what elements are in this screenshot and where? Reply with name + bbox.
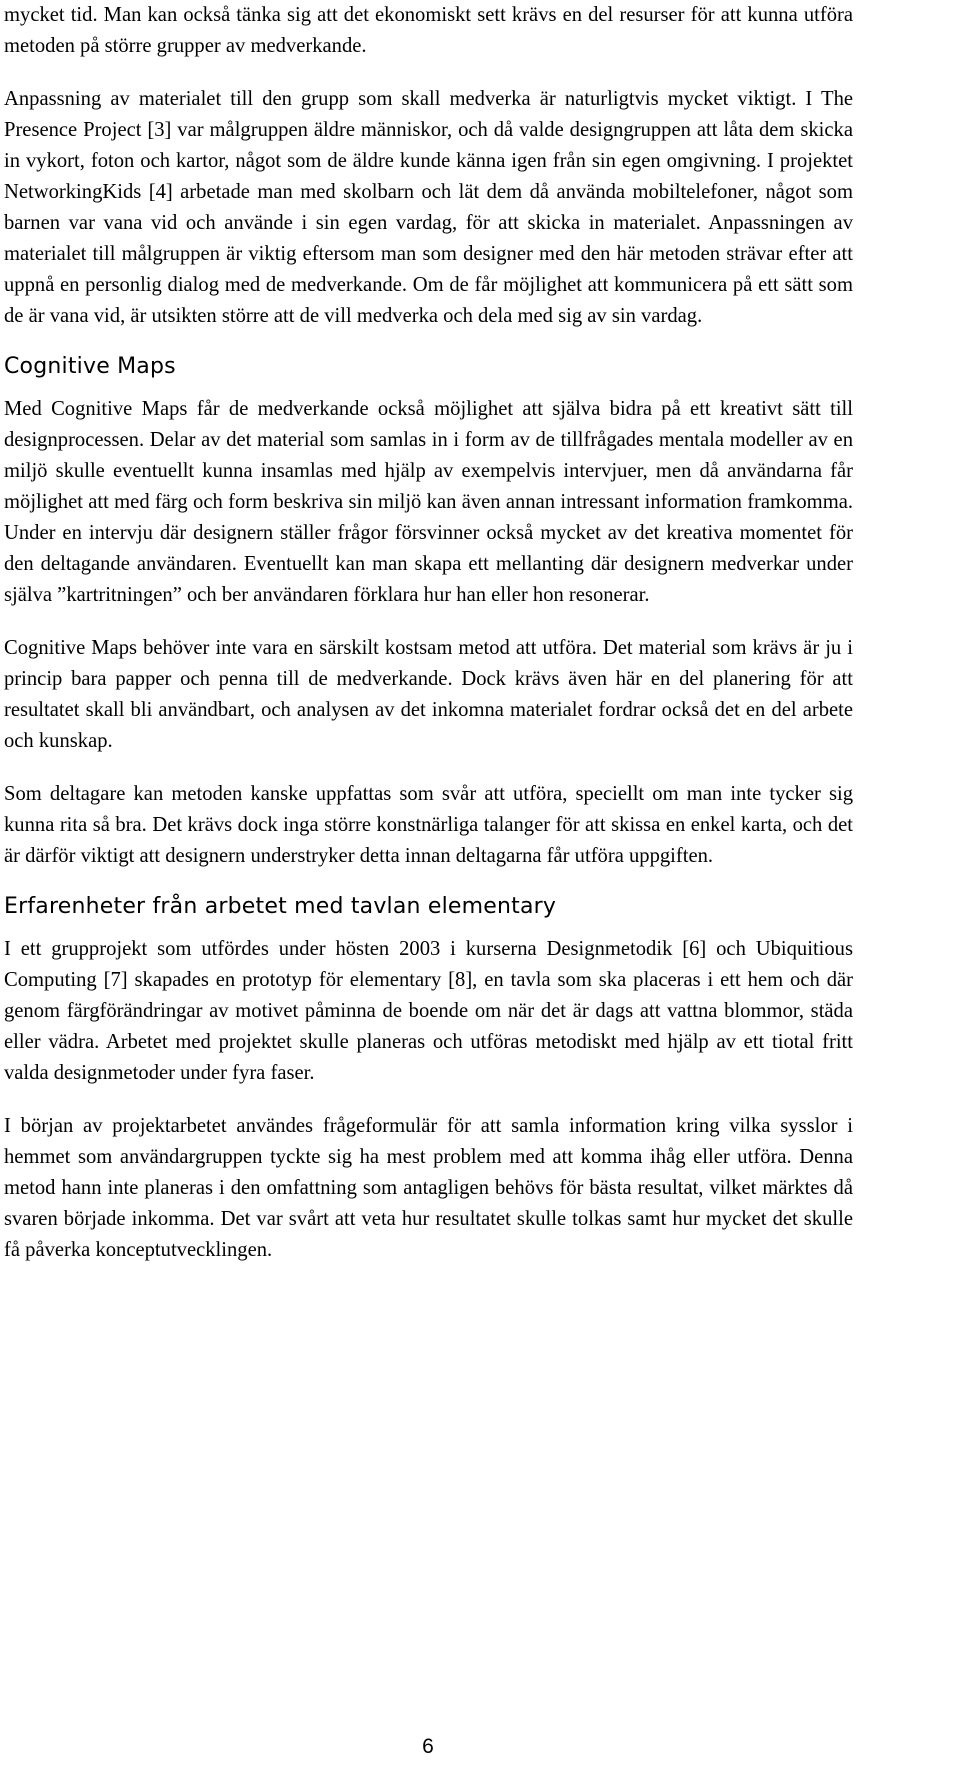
body-paragraph: Med Cognitive Maps får de medverkande också möjlighet att själva bidra på ett kreativt sätt till designprocessen. Delar av det material som samlas in i form av de tillfrågades mentala modeller av en miljö skulle eventuellt kunna insamlas med hjälp av exempelvis intervjuer, men då användarna får möjlighet att med färg och form beskriva sin miljö kan även annan intressant information framkomma. Under en intervju där designern ställer frågor försvinner också mycket av det kreativa momentet för den deltagande användaren. Eventuellt kan man skapa ett mellanting där designern medverkar under själva ”kartritningen” och ber användaren förklara hur han eller hon resonerar.	[4, 398, 853, 606]
body-paragraph: Som deltagare kan metoden kanske uppfattas som svår att utföra, speciellt om man inte tycker sig kunna rita så bra. Det krävs dock inga större konstnärliga talanger för att skissa en enkel karta, och det är därför viktigt att designern understryker detta innan deltagarna får utföra uppgiften.	[4, 783, 853, 867]
page-number: 6	[422, 1735, 434, 1758]
body-paragraph: I ett grupprojekt som utfördes under hösten 2003 i kurserna Designmetodik [6] och Ubiquitious Computing [7] skapades en prototyp för elementary [8], en tavla som ska placeras i ett hem och där genom färgförändringar av motivet påminna de boende om när det är dags att vattna blommor, städa eller vädra. Arbetet med projektet skulle planeras och utföras metodiskt med hjälp av ett tiotal fritt valda designmetoder under fyra faser.	[4, 938, 853, 1084]
body-paragraph: mycket tid. Man kan också tänka sig att det ekonomiskt sett krävs en del resurser för att kunna utföra metoden på större grupper av medverkande.	[4, 4, 853, 57]
body-paragraph: Anpassning av materialet till den grupp som skall medverka är naturligtvis mycket viktigt. I The Presence Project [3] var målgruppen äldre människor, och då valde designgruppen att låta dem skicka in vykort, foton och kartor, något som de äldre kunde känna igen från sin egen omgivning. I projektet NetworkingKids [4] arbetade man med skolbarn och lät dem då använda mobiltelefoner, något som barnen var vana vid och använde i sin egen vardag, för att skicka in materialet. Anpassningen av materialet till målgruppen är viktig eftersom man som designer med den här metoden strävar efter att uppnå en personlig dialog med de medverkande. Om de får möjlighet att kommunicera på ett sätt som de är vana vid, är utsikten större att de vill medverka och dela med sig av sin vardag.	[4, 88, 853, 327]
body-paragraph: I början av projektarbetet användes frågeformulär för att samla information kring vilka sysslor i hemmet som användargruppen tyckte sig ha mest problem med att komma ihåg eller utföra. Denna metod hann inte planeras i den omfattning som antagligen behövs för bästa resultat, vilket märktes då svaren började inkomma. Det var svårt att veta hur resultatet skulle tolkas samt hur mycket det skulle få påverka konceptutvecklingen.	[4, 1115, 853, 1261]
document-page	[4, 0, 853, 1266]
section-heading-cognitive-maps: Cognitive Maps	[4, 354, 176, 379]
body-paragraph: Cognitive Maps behöver inte vara en särskilt kostsam metod att utföra. Det material som krävs är ju i princip bara papper och penna till de medverkande. Dock krävs även här en del planering för att resultatet skall bli användbart, och analysen av det inkomna materialet fordrar också det en del arbete och kunskap.	[4, 637, 853, 752]
section-heading-erfarenheter: Erfarenheter från arbetet med tavlan elementary	[4, 894, 557, 919]
